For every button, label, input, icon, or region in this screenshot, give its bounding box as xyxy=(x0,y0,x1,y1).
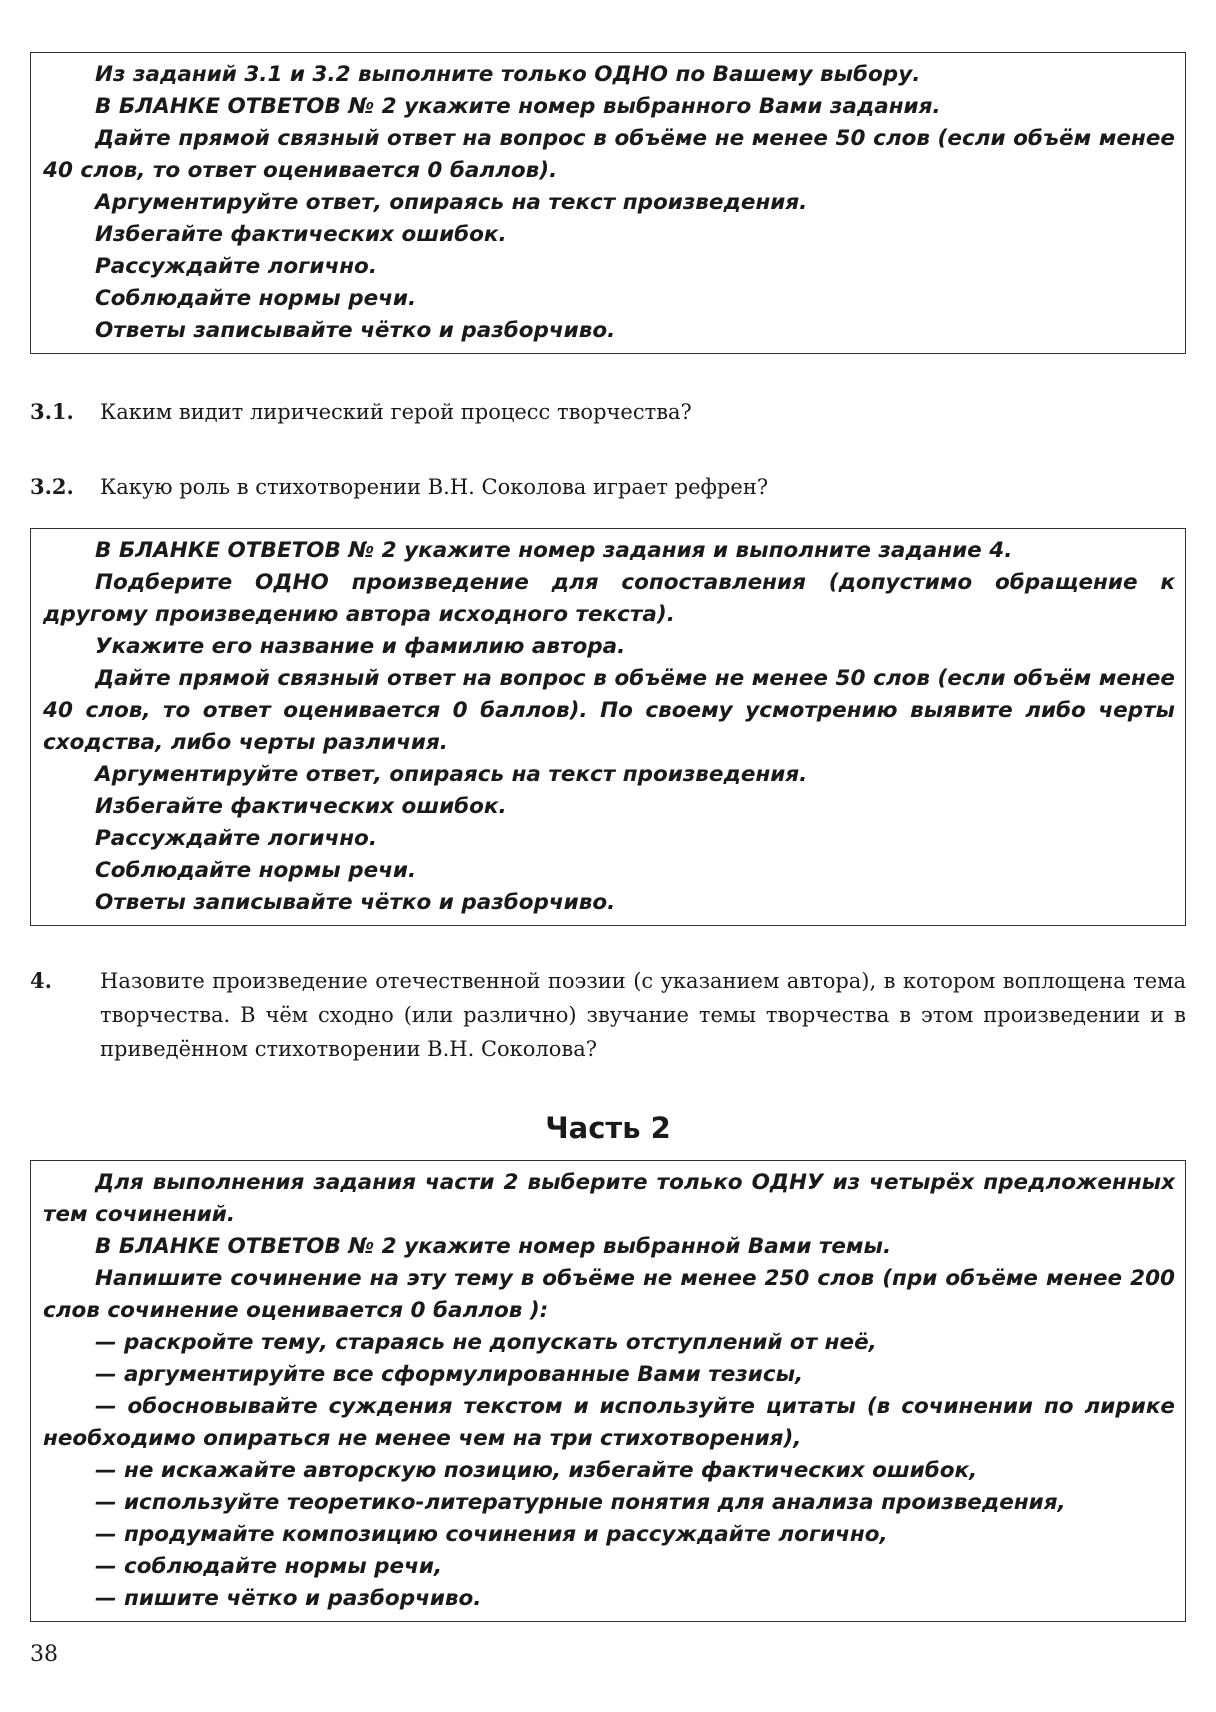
task-3-1 xyxy=(30,395,1186,429)
instruction-line: — раскройте тему, стараясь не допускать отступлений от неё, xyxy=(95,1330,877,1355)
instructions-box-part1-task3 xyxy=(30,52,1186,354)
task-text: Каким видит лирический герой процесс творчества? xyxy=(100,400,692,424)
instruction-line: Избегайте фактических ошибок. xyxy=(95,794,507,819)
task-number: 3.2. xyxy=(30,474,74,499)
instruction-line: Ответы записывайте чётко и разборчиво. xyxy=(95,318,616,343)
instruction-line: Соблюдайте нормы речи. xyxy=(95,286,417,311)
task-3-2 xyxy=(30,470,1186,504)
instructions-box-part2 xyxy=(30,1160,1186,1622)
task-text: Назовите произведение отечественной поэзии (с указанием автора), в котором воплощена тема творчества. В чём сходно (или различно) звучание темы творчества в этом произведении и в приведённом стихотворении В.Н. Соколова? xyxy=(100,969,1186,1061)
instruction-line: Соблюдайте нормы речи. xyxy=(95,858,417,883)
instruction-line: Аргументируйте ответ, опираясь на текст произведения. xyxy=(95,762,808,787)
instruction-line: — используйте теоретико-литературные понятия для анализа произведения, xyxy=(95,1490,1066,1515)
instruction-line: — пишите чётко и разборчиво. xyxy=(95,1586,482,1611)
instructions-box-task4 xyxy=(30,528,1186,926)
task-number: 3.1. xyxy=(30,399,74,424)
instruction-line: Дайте прямой связный ответ на вопрос в объёме не менее 50 слов (если объём менее 40 слов, то ответ оценивается 0 баллов). По своему усмотрению выявите либо черты сходства, либо черты различия. xyxy=(43,666,1175,755)
instruction-line: Рассуждайте логично. xyxy=(95,254,377,279)
instruction-line: Рассуждайте логично. xyxy=(95,826,377,851)
instruction-line: В БЛАНКЕ ОТВЕТОВ № 2 укажите номер выбранного Вами задания. xyxy=(95,94,941,119)
instruction-line: Аргументируйте ответ, опираясь на текст произведения. xyxy=(95,190,808,215)
instruction-line: В БЛАНКЕ ОТВЕТОВ № 2 укажите номер выбранной Вами темы. xyxy=(95,1234,892,1259)
instruction-line: — не искажайте авторскую позицию, избегайте фактических ошибок, xyxy=(95,1458,978,1483)
task-text: Какую роль в стихотворении В.Н. Соколова играет рефрен? xyxy=(100,475,769,499)
instruction-line: Для выполнения задания части 2 выберите только ОДНУ из четырёх предложенных тем сочинений. xyxy=(43,1170,1175,1227)
instruction-line: Из заданий 3.1 и 3.2 выполните только ОДНО по Вашему выбору. xyxy=(95,62,921,87)
instruction-line: — продумайте композицию сочинения и рассуждайте логично, xyxy=(95,1522,888,1547)
instruction-line: Подберите ОДНО произведение для сопоставления (допустимо обращение к другому произведению автора исходного текста). xyxy=(43,570,1175,627)
instruction-line: — соблюдайте нормы речи, xyxy=(95,1554,443,1579)
instruction-line: Избегайте фактических ошибок. xyxy=(95,222,507,247)
page-number: 38 xyxy=(30,1642,58,1667)
instruction-line: Ответы записывайте чётко и разборчиво. xyxy=(95,890,616,915)
instruction-line: Дайте прямой связный ответ на вопрос в объёме не менее 50 слов (если объём менее 40 слов, то ответ оценивается 0 баллов). xyxy=(43,126,1175,183)
instruction-line: В БЛАНКЕ ОТВЕТОВ № 2 укажите номер задания и выполните задание 4. xyxy=(95,538,1013,563)
task-4 xyxy=(30,964,1186,1066)
instruction-line: Напишите сочинение на эту тему в объёме не менее 250 слов (при объёме менее 200 слов сочинение оценивается 0 баллов ): xyxy=(43,1266,1175,1323)
part-2-heading: Часть 2 xyxy=(545,1111,671,1145)
task-number: 4. xyxy=(30,968,52,993)
instruction-line: — аргументируйте все сформулированные Вами тезисы, xyxy=(95,1362,804,1387)
instruction-line: — обосновывайте суждения текстом и используйте цитаты (в сочинении по лирике необходимо опираться не менее чем на три стихотворения), xyxy=(43,1394,1175,1451)
instruction-line: Укажите его название и фамилию автора. xyxy=(95,634,626,659)
